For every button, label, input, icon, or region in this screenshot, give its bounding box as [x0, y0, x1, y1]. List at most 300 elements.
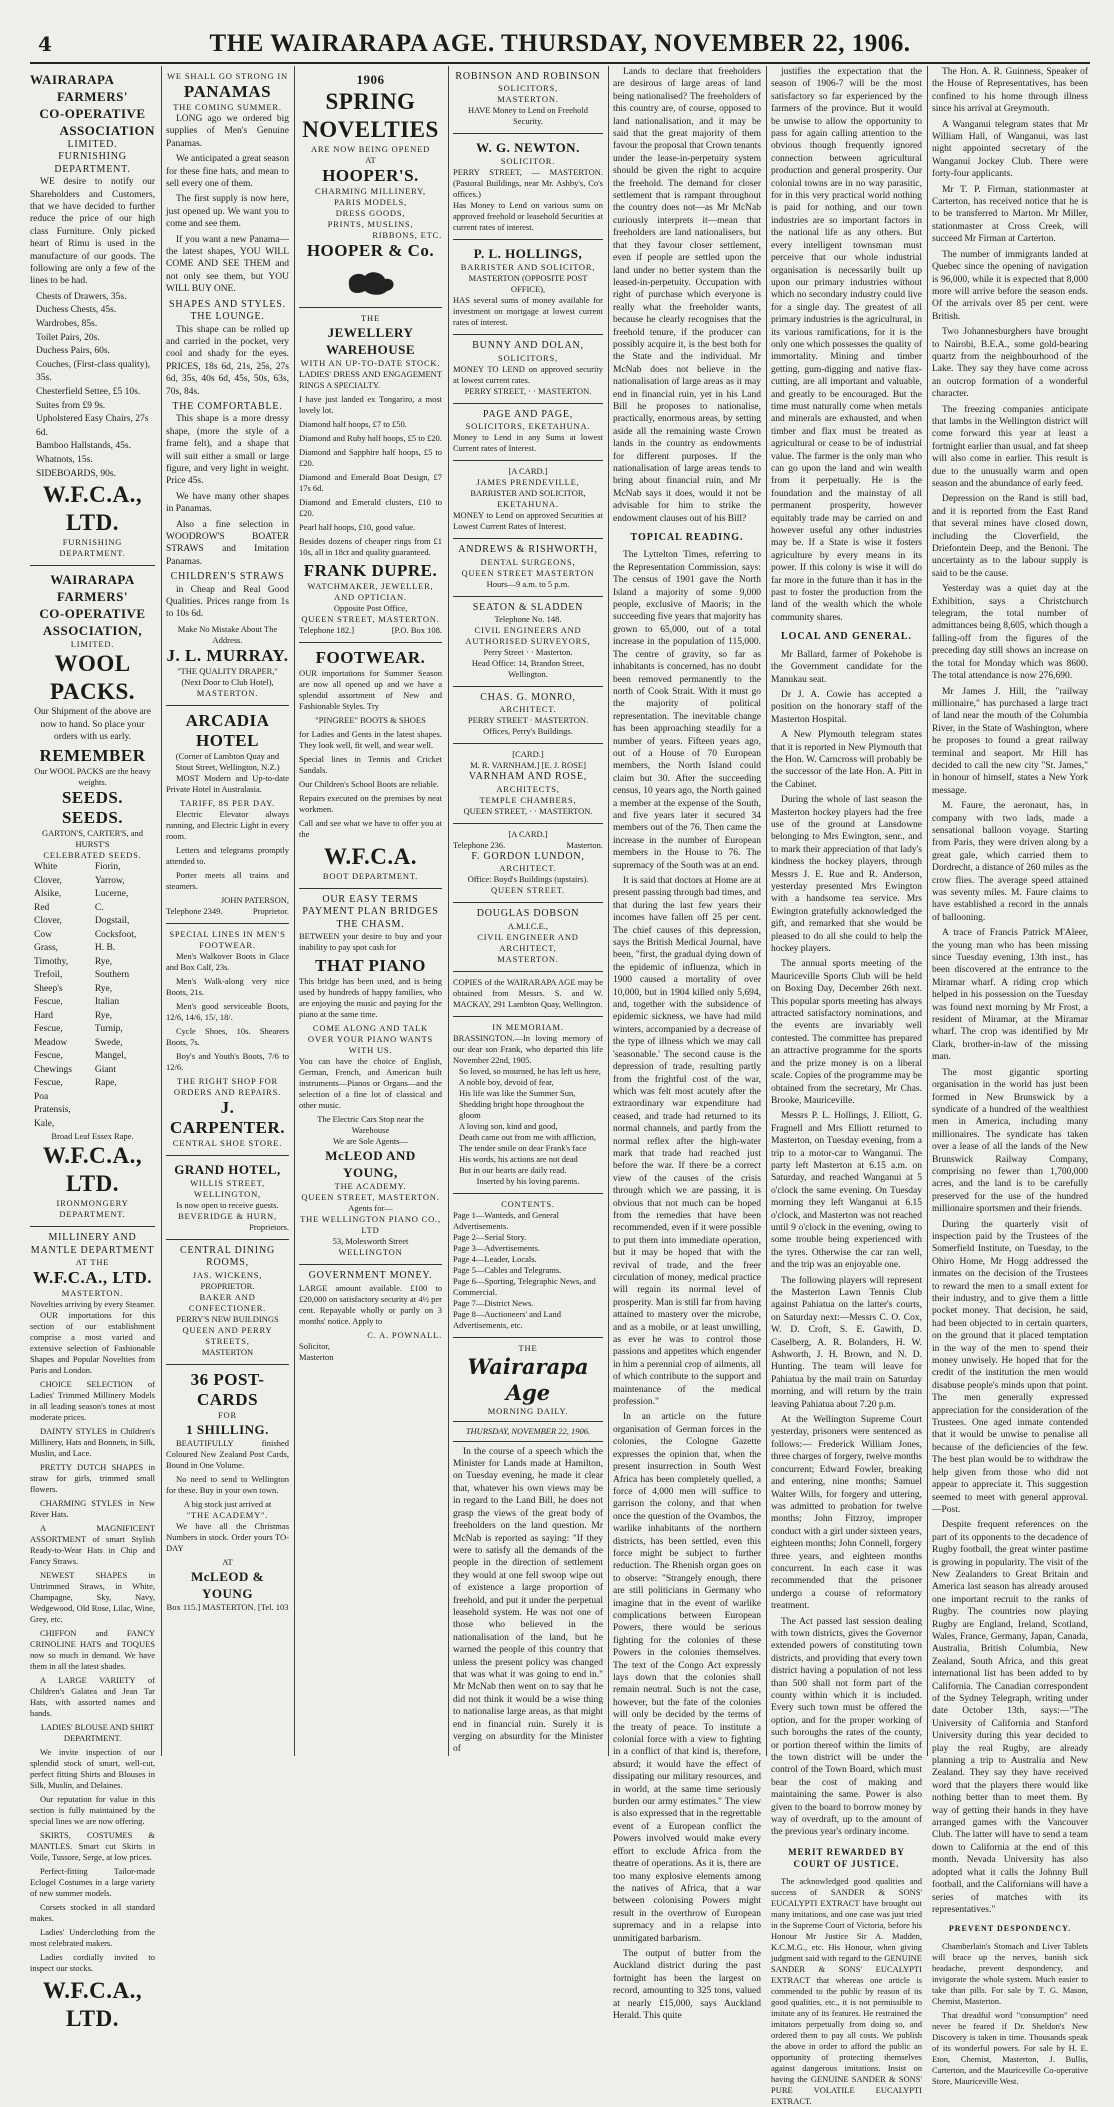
verse-line: A noble boy, devoid of fear,: [459, 1076, 554, 1087]
ad-text: Novelties arriving by every Steamer.: [30, 1299, 155, 1310]
ad-text: This shape can be rolled up and carried in the pocket, very cool and shady for the eyes. PRICES, 18s 6d, 21s, 25s, 27s 6d, 35s, 40s 6d, 45s, 50s, 63s, 70s, 84s.: [166, 324, 289, 397]
ad-text: "THE ACADEMY".: [186, 1509, 269, 1520]
list-item: RIBBONS, ETC.: [372, 230, 442, 240]
andrews-rishworth-ad: [453, 539, 603, 596]
article-paragraph: The annual sports meeting of the Mauriceville Sports Club will be held on Boxing Day, December 26th next. This popular sports meeting has always attracted satisfactory nominations, and the events are invariably well contested. The committee has prepared an attractive programme for the sports and the prize money is on a liberal scale. Copies of the programme may be obtained from the secretary, Mr Chas. Brooke, Mauriceville.: [771, 959, 922, 1106]
ad-subheading: JAS. WICKENS,: [192, 1269, 263, 1280]
list-item: Toilet Pairs, 20s.: [36, 332, 100, 343]
ad-heading: WAIRARAPA FARMERS': [50, 572, 135, 605]
ad-subheading: BARRISTER AND SOLICITOR,: [460, 262, 596, 273]
verse-line: The tender smile on dear Frank's face: [459, 1142, 587, 1153]
ad-subheading: FURNISHING DEPARTMENT.: [54, 151, 131, 175]
article-paragraph: Mr James J. Hill, the "railway millionaire," has purchased a large tract of land near the mouth of the Columbia River, in the State of Washington, where he proposes to found a great railway terminal and seaport. Mr Hill has decided to call the new city "St. James," in honour of himself, states a New York message.: [932, 686, 1088, 796]
article-paragraph: That dreadful word "consumption" need never be feared if Dr. Sheldon's New Discovery is taken in time. Thousands speak of its wonderful powers. For sale by H. E. Eton, Chemist, Masterton, J. Bullis, Carterton, and the Mauriceville Co-operative Store, Mauriceville West.: [932, 2009, 1088, 2086]
ad-subheading: SOLICITOR.: [500, 156, 556, 167]
contents: [453, 1194, 603, 1338]
spring-novelties-ad: [299, 66, 442, 308]
leader-article: [453, 1338, 603, 1765]
ad-title: J. CARPENTER.: [169, 1097, 286, 1137]
government-money-ad: [299, 1265, 442, 1368]
hollings-ad: [453, 240, 603, 335]
ad-heading: OUR EASY TERMS PAYMENT PLAN BRIDGES THE CHASM.: [302, 894, 439, 930]
article-paragraph: The freezing companies anticipate that lambs in the Wellington district will come forward this year at least a fortnight earlier than usual, and fat sheep will also come in earlier. This result is due to the unusually warm and open season and the abundance of early feed.: [932, 404, 1088, 489]
ad-title: REMEMBER: [39, 746, 146, 766]
ad-text: Head Office: 14, Brandon Street, Wellington.: [471, 658, 585, 680]
list-item: Timothy,: [34, 956, 69, 967]
ad-text: "THE QUALITY DRAPER,": [177, 665, 278, 676]
list-item: C. Dogstail,: [94, 902, 130, 927]
list-item: Turnip,: [94, 1024, 123, 1035]
ad-text: JOHN PATERSON,: [220, 894, 289, 905]
ad-title: JAMES PRENDEVILLE,: [476, 477, 580, 488]
copies-notice: [453, 972, 603, 1017]
article-paragraph: A Wanganui telegram states that Mr William Hall, of Wanganui, was last night appointed secretary of the Wanganui Jockey Club. There were forty-four applicants.: [932, 119, 1088, 180]
ad-text: Money to Lend in any Sums at lowest Current rates of Interest.: [453, 432, 603, 454]
masthead-small: THE: [518, 1342, 538, 1353]
list-item: Sheep's Fescue,: [34, 983, 63, 1008]
section-heading: TOPICAL READING.: [630, 532, 744, 544]
millinery-ad: [30, 1227, 155, 2039]
list-item: Giant Rape,: [94, 1064, 117, 1089]
article-paragraph: The Lyttelton Times, referring to the Representation Commission, says: The census of 1901 gave the North Island a majority of some 9,000 people, exclusive of Maoris; in the succeeding five years that majority has grown to 65,000, out of a total increase in the population of 115,000. The centre of gravity, so far as inhabitants is concerned, has no doubt been removed permanently to the north of Cook Strait. With it must go the majority of political representation. The inevitable change has been approaching steadily for a number of years. Fifteen years ago, out of a House of 70 European members, the North Island could claim but 30. After the succeeding census, 10 years ago, the North gained a member at the expense of the South, and five years later it secured 34 members out of the 76. Then came the increase in the number of European members in the House to 76. The supremacy of the South was at an end.: [613, 550, 761, 871]
ad-subheading: SOLICITORS,: [498, 352, 558, 363]
ad-text: HAS several sums of money available for investment on mortgage at lowest current rates of interest.: [453, 295, 603, 328]
ad-title: GOVERNMENT MONEY.: [308, 1270, 433, 1282]
ad-text: Diamond and Ruby half hoops, £5 to £20.: [299, 433, 442, 443]
ad-text: Call and see what we have to offer you at the: [299, 818, 442, 839]
jewellery-ad: [299, 308, 442, 643]
ad-text: Our reputation for value in this section is fully maintained by the special lines we are now offering.: [30, 1794, 155, 1827]
ad-subheading: 1 SHILLING.: [186, 1421, 269, 1437]
ad-text: Men's Walkover Boots in Glace and Box Calf, 23s.: [166, 950, 289, 972]
column-rule: [448, 66, 449, 1756]
ad-footer: W.F.C.A., LTD.: [42, 1978, 143, 2032]
article-paragraph: During the quarterly visit of inspection paid by the Trustees of the Somerfield Institute, on Tuesday, to the Ohiro Home, Mr Hogg addressed the inmates on the decision of the Trustees to reward the men to a small extent for their industry, and to give them a little pocket money. That decision, he said, had been objected to in certain quarters, on the ground that it placed temptation in the way of the men to spend their money unwisely. He hoped that for the credit of the institution the men would disabuse people's minds upon that point. The men generally expressed appreciation for the consideration of the Trustees. One aged inmate contended that it would be unwise to penalise all because of the deficiencies of the few. The best plan would be to withdraw the help given from those who did not appear to appreciate it. This suggestion seemed to meet with general approval.—Post.: [932, 1219, 1088, 1515]
wool-packs-ad: [30, 566, 155, 1227]
ad-heading: FARMERS': [57, 89, 128, 104]
ad-heading: CO-OPERATIVE: [39, 106, 146, 121]
ad-text: MASTERTON: [201, 1346, 254, 1357]
ad-text: MASTERTON.: [61, 1288, 124, 1299]
ad-text: AT: [365, 155, 376, 165]
article-paragraph: A trace of Francis Patrick M'Aleer, the young man who has been missing since Tuesday evening, 13th inst., has been discovered at the entrance to the Miramar wharf. A riding crop which helped in his possession on the Tuesday was found next morning by Mr Frost, a resident of Miramar, at the Miramar wharf. The crop was identified by Mr Clark, brother-in-law of the missing man.: [932, 928, 1088, 1063]
ad-text: MOST Modern and Up-to-date Private Hotel in Australasia.: [166, 772, 289, 794]
ad-text: If you want a new Panama—the latest shapes, YOU WILL COME AND SEE THEM and not only see them, but YOU WILL BUY ONE.: [166, 234, 289, 295]
ad-text: I have just landed ex Tongariro, a most lovely lot.: [299, 394, 442, 415]
list-item: Mangel,: [94, 1051, 127, 1062]
ad-title: THAT PIANO: [315, 956, 426, 976]
ad-title: HOOPER & Co.: [306, 241, 435, 260]
ad-footer: W.F.C.A., LTD.: [42, 1143, 143, 1197]
ad-text: Masterton: [299, 1351, 334, 1362]
ad-text: BETWEEN your desire to buy and your inability to pay spot cash for: [299, 931, 442, 953]
ad-text: This bridge has been used, and is being used by hundreds of happy families, who are enjoying the music and paying for the piano at the same time.: [299, 976, 442, 1020]
ad-title: SEEDS. SEEDS.: [61, 788, 124, 828]
ad-text: We have many other shapes in Panamas.: [166, 491, 289, 515]
ad-footer-row: [299, 625, 442, 636]
ad-title: JEWELLERY WAREHOUSE: [325, 325, 416, 357]
ad-title: P. L. HOLLINGS,: [473, 246, 583, 262]
ad-text: LARGE amount available. £100 to £20,000 on satisfactory security at 4½ per cent. Repayable wholly or partly on 3 months' notice. Apply to: [299, 1282, 442, 1326]
ad-text: Opposite Post Office,: [333, 603, 408, 613]
ad-subheading: THE LOUNGE.: [190, 311, 265, 323]
ad-text: LONG ago we ordered big supplies of Men's Genuine Panamas.: [166, 114, 289, 149]
verse-line: His life was like the Summer Sun,: [459, 1087, 576, 1098]
ad-text: MASTERTON.: [497, 953, 559, 964]
ad-text: Repairs executed on the premises by neat workmen.: [299, 793, 442, 814]
price-list: [30, 291, 155, 481]
ad-text: Our WOOL PACKS are the heavy weights.: [34, 766, 151, 788]
ad-text: QUEEN STREET, MASTERTON.: [301, 614, 440, 624]
list-item: Alsike,: [34, 889, 62, 900]
ad-text: Diamond and Sapphire half hoops, £5 to £20.: [299, 447, 442, 468]
newspaper-title: THE WAIRARAPA AGE. THURSDAY, NOVEMBER 22, 1906.: [209, 30, 911, 57]
ad-subheading: SHAPES AND STYLES.: [169, 298, 286, 310]
article-paragraph: The Hon. A. R. Guinness, Speaker of the House of Representatives, has been confined to his home through illness since his arrival at Greymouth.: [932, 67, 1088, 115]
ad-title: FRANK DUPRE.: [303, 561, 438, 580]
article-paragraph: The output of butter from the Auckland district during the past fortnight has been the largest on record, amounting to 325 tons, valued at nearly £15,000, says Auckland Herald. This quite: [613, 1948, 761, 2021]
ad-text: This shape is a more dressy shape, (more the style of a frame felt), and a shape that will suit either a small or large figure, and very light in weight. Price 45s.: [166, 414, 289, 487]
ad-text: PERRY STREET · MASTERTON.: [467, 715, 589, 726]
ad-text: Corsets stocked in all standard makes.: [30, 1902, 155, 1924]
notice-text: BRASSINGTON.—In loving memory of our dear son Frank, who departed this life November 22nd, 1905.: [453, 1032, 603, 1065]
paper-nameplate: Wairarapa Age: [467, 1353, 589, 1405]
arcadia-hotel-ad: [166, 706, 289, 924]
ad-text: (Corner of Lambton Quay and Stout Street, Wellington, N.Z.): [175, 750, 280, 772]
ad-text: THE ACADEMY.: [334, 1181, 407, 1192]
ad-text: The Electric Cars Stop near the Warehouse: [317, 1114, 424, 1136]
ad-text: No need to send to Wellington for these. Buy in your own town.: [166, 1473, 289, 1495]
list-item: Red Clover,: [34, 902, 62, 927]
list-item: Lucerne,: [94, 889, 129, 900]
ad-text: We anticipated a great season for these fine hats, and mean to sell every one of them.: [166, 154, 289, 190]
varnham-rose-ad: [453, 744, 603, 823]
ad-text: OUR importations for Summer Season are now all opened up and we have a splendid assortment of New and Fashionable Styles. Try: [299, 668, 442, 711]
list-item: CHARMING MILLINERY,: [315, 186, 426, 196]
ad-text: OUR importations for this section of our establishment comprise a most varied and extensive selection of Fashionable Shapes and Popular Novelties from Paris and London.: [30, 1310, 155, 1376]
article-paragraph: Despite frequent references on the part of its opponents to the decadence of Rugby football, the great winter pastime is growing in popularity. The visit of the New Zealanders to Great Britain and America last season has already aroused one important recruit to the ranks of Rugby. The countries now playing Rugby are England, Ireland, Scotland, Wales, France, Germany, Japan, Canada, Australia, British Columbia, New Zealand, South Africa, and this great international list has been added to by California. The Canadian correspondent of the Sydney Telegraph, writing under date October 13th, says:—"The University of California and Stanford University during this year decided to play the real Rugby, are already planning a trip to Australia and New Zealand. They say they have received word that the players there would like nothing better than to meet them. By way of getting their hands in they have arranged games with the Vancouver Club. The latter will have to send a team down to California at the end of this month. Nevada University has also adopted what it calls the Johnny Bull football, and the Californians will have a series of matches with its representatives.": [932, 1520, 1088, 1915]
list-item: Chewings Fescue,: [34, 1064, 72, 1089]
ad-text: (Next Door to Club Hotel),: [181, 676, 274, 687]
page-number: 4: [38, 32, 52, 56]
ad-title: VARNHAM AND ROSE,: [468, 771, 588, 783]
list-item: Page 4—Leader, Locals.: [453, 1253, 537, 1264]
list-item: Couches, (First-class quality), 35s.: [36, 359, 150, 384]
ad-subheading: WITH AN UP-TO-DATE STOCK.: [300, 358, 441, 368]
ad-title: 36 POST-CARDS: [190, 1369, 265, 1409]
ad-text: Letters and telegrams promptly attended to.: [166, 844, 289, 866]
list-item: Hard Fescue,: [34, 1010, 63, 1035]
ad-title: CENTRAL DINING ROOMS,: [180, 1244, 275, 1269]
ad-text: Men's Walk-along very nice Boots, 21s.: [166, 975, 289, 997]
ad-text: QUEEN STREET.: [491, 885, 565, 896]
ad-text: PERRY STREET, · · MASTERTON.: [464, 385, 592, 396]
central-dining-ad: [166, 1240, 289, 1365]
ad-text: WELLINGTON: [338, 1247, 403, 1258]
ad-text: Office: Boyd's Buildings (upstairs).: [467, 874, 589, 885]
ad-text: Proprietors.: [249, 1221, 289, 1232]
ad-title: W.F.C.A.: [323, 844, 418, 869]
ad-text: Hours—9 a.m. to 5 p.m.: [486, 578, 570, 589]
ad-subheading: SOLICITORS,: [498, 83, 558, 94]
ad-text: QUEEN STREET MASTERTON: [461, 567, 595, 578]
ad-text: Our Shipment of the above are now to hand. So place your orders with us early.: [34, 707, 151, 742]
ad-text: C. A. POWNALL.: [367, 1329, 442, 1340]
list-item: Page 8—Auctioneers' and Land Advertisements, etc.: [453, 1308, 561, 1330]
ad-text: Agents for—: [348, 1203, 393, 1214]
ad-text: Cycle Shoes, 10s. Shearers Boots, 7s.: [166, 1025, 289, 1047]
ad-title: ANDREWS & RISHWORTH,: [458, 544, 598, 556]
list-item: PRINTS, MUSLINS,: [327, 219, 414, 229]
ad-subheading: IRONMONGERY DEPARTMENT.: [56, 1198, 129, 1220]
article-paragraph: Mr Ballard, farmer of Pokehobe is the Government candidate for the Manukau seat.: [771, 649, 922, 685]
ad-text: [A CARD.]: [508, 466, 548, 477]
ad-title: McLEOD AND YOUNG,: [325, 1148, 416, 1181]
ad-text: Perfect-fitting Tailor-made Eclogel Costumes in a large variety of new summer models.: [30, 1866, 155, 1899]
list-item: Bamboo Hallstands, 45s.: [36, 441, 131, 452]
ad-text: LADIES' BLOUSE AND SHIRT DEPARTMENT.: [40, 1722, 155, 1744]
list-item: Page 7—District News.: [453, 1297, 534, 1308]
ad-text: SKIRTS, COSTUMES & MANTLES. Smart cut Skirts in Voile, Tussore, Serge, at low prices.: [30, 1830, 155, 1863]
list-item: White Clover,: [34, 862, 62, 886]
ad-text: Telephone No. 148.: [494, 614, 562, 625]
ad-text: Perry Street · · Masterton.: [483, 647, 573, 658]
ad-text: MONEY to Lend on approved Securities at Lowest Current Rates of Interest.: [453, 510, 603, 532]
ad-title: CHAS. G. MONRO,: [480, 692, 576, 704]
article-paragraph: A New Plymouth telegram states that it is reported in New Plymouth that the Hon. W. Carncross will probably be the successor of the late Hon. A. Pitt in the Cabinet.: [771, 730, 922, 790]
ad-text: A LARGE VARIETY of Children's Galatea and Jean Tar Hats, with assorted names and bands.: [30, 1675, 155, 1719]
article-paragraph: Messrs P. L. Hollings, J. Elliott, G. Fragnell and Mrs Elliott returned to Masterton, on Tuesday evening, from a trip to a motor-car to Wanganui. The party left Masterton at 6.15 a.m. on Saturday, and reached Wanganui at 5 o'clock the same evening. On Tuesday morning they left Wanganui at 6.15 o'clock, and Masterton was not reached until 9 o'clock in the evening, owing to some trouble being experienced with the tyres. Otherwise the car ran well, and the trip was an enjoyable one.: [771, 1111, 922, 1271]
ad-text: PERRY STREET, — MASTERTON. (Pastoral Buildings, near Mr. Ashby's, Co's offices.): [453, 167, 603, 200]
list-item: Page 2—Serial Story.: [453, 1231, 527, 1242]
list-item: Cocksfoot,: [94, 929, 137, 940]
ad-title: McLEOD & YOUNG: [191, 1568, 264, 1601]
ad-text: Solicitor,: [299, 1340, 331, 1351]
column-3: [299, 66, 442, 1756]
list-item: Poa Pratensis,: [34, 1091, 71, 1116]
wfca-footwear-ad: [299, 643, 442, 889]
ad-text: A MAGNIFICENT ASSORTMENT of smart Stylish Ready-to-Wear Hats in Chip and Fancy Straws.: [30, 1523, 155, 1567]
ad-subheading: WATCHMAKER, JEWELLER, AND OPTICIAN.: [307, 581, 434, 602]
ad-text: Men's good serviceable Boots, 12/6, 14/6, 15/, 18/.: [166, 1000, 289, 1022]
verse-line: Shedding bright hope throughout the gloom: [459, 1098, 585, 1120]
seed-list: [30, 861, 155, 1131]
ad-heading: WAIRARAPA: [30, 72, 115, 87]
ad-subheading: A.M.I.C.E.,: [507, 920, 549, 931]
ad-text: Diamond half hoops, £7 to £50.: [299, 419, 407, 429]
column-rule: [766, 66, 767, 1756]
masthead: [30, 28, 1090, 64]
list-item: Chesterfield Settee, £5 10s.: [36, 387, 141, 398]
article-paragraph: In the course of a speech which the Minister for Lands made at Hamilton, on Tuesday evening, he made it clear that, whatever his own views may be in regard to the Land Bill, he does not grasp the views of the great body of freeholders on the land question. Mr McNab is reported as saying: "If they were to satisfy all the demands of the people in the direction of settlement they would at one fell swoop wipe out of existence a large proportion of freehold, and put it under the perpetual leasehold system. He was not one of those who believed in the nationalisation of the land, but he warned the people of this country that unless the present policy was changed that was what it was going to end in." Mr McNab then went on to say that he did not think it would be a wise thing to nationalise large areas, as that might end in financial ruin. Surely it is verging on absurdity for the Minister of: [453, 1446, 603, 1755]
ad-title: ARCADIA HOTEL: [185, 710, 270, 750]
ad-title: PANAMAS: [183, 82, 272, 101]
ad-subheading: CELEBRATED SEEDS.: [43, 850, 142, 861]
ad-text: Has Money to Lend on various sums on approved freehold or leasehold Securities at current rates of interest.: [453, 200, 603, 233]
ad-text: CHOICE SELECTION of Ladies' Trimmed Millinery Models in all leading season's tones at most moderate prices.: [30, 1379, 155, 1423]
list-item: Wardrobes, 85s.: [36, 319, 98, 330]
ad-text: BEAUTIFULLY finished Coloured New Zealand Post Cards, Bound in One Volume.: [166, 1437, 289, 1470]
list-item: H. B. Rye,: [94, 943, 116, 967]
article-paragraph: The acknowledged good qualities and success of SANDER & SONS' EUCALYPTI EXTRACT have brought out many imitations, and one case was just tried in the Supreme Court of Victoria, before his Honour Mr Justice Sir A. Madden, K.C.M.G., etc. His Honour, when giving judgment said with regard to the GENUINE SANDER & SONS' EUCALYPTI EXTRACT that whereas one article is commended to the public by reason of its good qualities, etc., it is not permissible to imitate any of its features. He restrained the imitators perpetually from doing so, and ordered them to pay all costs. We publish the above in order to afford the public an opportunity of protecting themselves against dangerous imitations. Insist on having the GENUINE SANDER & SONS' PURE VOLATILE EUCALYPTI EXTRACT.: [771, 1875, 922, 2106]
ad-text: for Ladies and Gents in the latest shapes. They look well, fit well, and wear well.: [299, 729, 442, 750]
column-6: [771, 66, 922, 2106]
ad-text: BAKER AND CONFECTIONER.: [188, 1291, 267, 1313]
ad-text: Besides dozens of cheaper rings from £1 10s, all in 18ct and quality guaranteed.: [299, 536, 442, 557]
ad-text: We have all the Christmas Numbers in stock. Order yours TO-DAY: [166, 1520, 289, 1553]
list-item: SIDEBOARDS, 90s.: [36, 468, 116, 479]
ad-text: A big stock just arrived at: [183, 1498, 272, 1509]
ad-title: HOOPER'S.: [322, 166, 419, 185]
ad-text: 53, Molesworth Street: [332, 1236, 409, 1247]
article-paragraph: justifies the expectation that the season of 1906-7 will be the most satisfactory so far experienced by the farmers of the province. But it would be unwise to allow the opportunity to pass for again calling attention to the obvious though frequently ignored connection between agricultural production and general prosperity. Our colonial towns are in no way parasitic, for in this very practical world nothing is paid for nothing, and our town industries are so important factors in the national life as any others. But every intelligent townsman must perceive that our whole industrial organisation is necessarily built up upon our primary industries without which no secondary industry could live for a single day. The greatest of all primary industries is the agricultural, in its various ramifications, for it is the only one which possesses the quality of immortality. Mining and timber getting, gum-digging and native flax-cutting, are all important and valuable, and greatly to be encouraged. But the time must naturally come when metals and minerals are exhausted, and when timber and flax must be treated as agricultural or cease to be of industrial value. The farmer is the only man who can go upon the land and win wealth from it perpetually. He is the foundation and the mainstay of all permanent prosperity, however equitably trade may be carried on and however useful any other industries may be. If a State is wise it fosters agriculture by every means in its power. If this colony is wise it will do far more in the future than it has in the past to foster the production from the land of the wealth which the whole community shares.: [771, 67, 922, 623]
list-item: Trefoil,: [34, 970, 63, 981]
article-paragraph: Lands to declare that freeholders are desirous of large areas of land being nationalised? The freeholders of this country are, of course, opposed to land nationalisation, and it may be said that the great majority of them favour the proposal that Crown tenants under the lease-in-perpetuity system should be given the right to acquire the freehold. The demand for closer settlement that is rampant throughout the country does not—as Mr McNab curiously interprets it—mean that freeholders are land nationalisers, but that they favour closer settlement, even if people are settled upon the land under no better system than the leased-in-perpetuity. Occupation with right of purchase which everyone is really what the freeholder wants, because he clearly recognises that the freehold tenure, if the producer can possibly acquire it, is the best both for the State and the individual. Mr McNab does not believe in the nationalisation of large areas as it may end in financial ruin, yet in his Land Bill he proposes to nationalise, practically, enormous areas, by setting aside all the remaining waste Crown lands in the country as endowments for different purposes. If the nationalisation of large areas tends to bring about financial ruin, and Mr McNab says it does, would it not be advisable for him to strike the endowment clauses out of his Bill?: [613, 67, 762, 524]
ad-heading: CO-OPERATIVE ASSOCIATION,: [39, 606, 146, 639]
bunny-dolan-ad: [453, 335, 603, 403]
ad-text: Boy's and Youth's Boots, 7/6 to 12/6.: [166, 1050, 289, 1072]
ad-title: PAGE AND PAGE,: [482, 408, 574, 420]
article-paragraph: Mr T. P. Firman, stationmaster at Carterton, has received notice that he is to be transferred to Marton. Mr Miller, stationmaster at Cross Creek, will succeed Mr Firman at Carterton.: [932, 184, 1088, 245]
ad-text: Make No Mistake About The Address.: [177, 623, 278, 645]
ad-subheading: CHILDREN'S STRAWS: [170, 571, 285, 583]
ad-text: HAVE Money to Lend on Freehold Security.: [467, 105, 588, 127]
ad-text: PROPRIETOR.: [200, 1280, 255, 1291]
ad-text: Broad Leaf Essex Rape.: [51, 1131, 134, 1142]
ad-title: BUNNY AND DOLAN,: [472, 340, 584, 352]
ad-subheading: SOLICITORS, EKETAHUNA.: [465, 421, 591, 432]
lundon-ad: [453, 824, 603, 903]
section-heading: CONTENTS.: [501, 1198, 555, 1209]
ad-subheading: THE COMFORTABLE.: [172, 400, 283, 412]
ad-text: Also a fine selection in WOODROW'S BOATER STRAWS and Imitation Panamas.: [166, 519, 289, 567]
list-item: Cow Grass,: [34, 929, 59, 954]
ad-text: Ladies' Underclothing from the most celebrated makers.: [30, 1927, 155, 1949]
ad-subheading: BARRISTER AND SOLICITOR,: [470, 488, 586, 499]
ad-subheading: FURNISHING DEPARTMENT.: [59, 537, 126, 559]
ad-title: ROBINSON AND ROBINSON: [455, 71, 601, 82]
ad-text: "PINGREE" BOOTS & SHOES: [315, 715, 426, 725]
ad-text: Our Children's School Boots are reliable.: [299, 779, 439, 789]
ad-text: WE desire to notify our Shareholders and Customers, that we have decided to further reduce the price of our high class Furniture. Only picked heart of Rimu is used in the manufacture of our goods. The following are only a few of the lines to be had.: [30, 177, 155, 287]
list-item: Page 3—Advertisements.: [453, 1242, 540, 1253]
article-paragraph: Depression on the Rand is still bad, and it is reported from the East Rand that several mines have closed down, including the Cloverfield, the Driefontein Deep, and the Benoni. The uncertainty as to the labour supply is said to be the cause.: [932, 494, 1088, 579]
article-paragraph: It is said that doctors at Home are at present passing through bad times, and that during the last few years their incomes have fallen off 25 per cent. The chief causes of this depression, says the British Medical Journal, have been, "first, the gradual dying down of the epidemic of influenza, which in 1900 caused a mortality of over 10,000, but in 1904 killed only 5,694, and, together with the subsidence of epidemic sickness, we have had mild winters, accompanied by a decrease of the type of illness which we may call 'seasonable.' The second cause is the depression of trade, resulting partly from the frightful cost of the war, which was felt most acutely after the extraordinary war expenditure had ceased, and trade had returned to its normal channels, and partly from the normal reflex after the high-water mark that trade had reached just before the war. If there be a correct view of the causes of the crisis through which we are passing, it is obvious that not much can be hoped from the remedies that have been recommended, even if it were possible to put them into immediate operation, but it may be hoped that with the revival of trade, and the freer circulation of money, medical practice will regain its normal level of prosperity. Man is still far from having attained to mastery over the microbe, and as a mobile, or at least unwilling, as ever he was to control those passions and appetites which engender in him a perennial crop of ailments, all of which contribute to the support and maintenance of the medical profession.": [613, 876, 761, 1408]
ad-text: [CARD.]: [512, 749, 544, 760]
ad-text: The first supply is now here, just opened up. We want you to come and see them.: [166, 194, 289, 230]
list-item: Suites from £9 9s.: [36, 400, 106, 411]
ad-title: SPRING: [325, 89, 416, 114]
ad-text: Masterton.: [566, 839, 603, 850]
ad-subheading: THE RIGHT SHOP FOR ORDERS AND REPAIRS.: [173, 1075, 282, 1097]
ad-text: MASTERTON.: [497, 94, 559, 105]
ad-text: FOR: [218, 1409, 237, 1420]
ad-text: TEMPLE CHAMBERS,: [479, 794, 577, 805]
section-heading: LOCAL AND GENERAL.: [780, 631, 913, 643]
ad-text: Diamond and Emerald Boat Design, £7 17s 6d.: [299, 472, 442, 493]
ad-text: Pearl half hoops, £10, good value.: [299, 522, 416, 532]
list-item: Fiorin,: [94, 862, 121, 873]
panamas-ad: [166, 66, 289, 706]
ad-text: Is now open to receive guests.: [176, 1199, 279, 1210]
list-item: Page 5—Cables and Telegrams.: [453, 1264, 562, 1275]
article-paragraph: The Act passed last session dealing with town districts, gives the Governor extended powers of constituting town districts, and providing that every town district having a population of not less than 500 shall not form part of the county within which it is included. Every such town must be offered the option, and for the proper working of such boroughs the rates of the county, or portion thereof within the limits of the town district will be under the control of the Town Board, which must bear the cost of making and maintaining the same. Power is also given to the board to borrow money by way of overdraft, up to the amount of the previous year's ordinary income.: [771, 1616, 922, 1838]
column-1: [30, 66, 155, 2032]
ad-subheading: ARCHITECTS,: [496, 783, 560, 794]
ad-subheading: LIMITED.: [67, 139, 118, 150]
article-paragraph: The most gigantic sporting organisation in the world has just been formed in New Brunswick by a syndicate of a hundred of the wealthiest men in America, including many millionaires. The syndicate has taken over a lease of all the lands of the New Brunswick Railway Company, comprising no fewer than 1,700,000 acres, and the land is to be carefully preserved for the use of the hundred millionaire sportsmen and their friends.: [932, 1067, 1088, 1215]
ad-text: Telephone 182.]: [299, 625, 355, 635]
ad-subheading: TARIFF, 8S PER DAY.: [180, 797, 275, 808]
article-paragraph: Dr J. A. Cowie has accepted a position on the honorary staff of the Masterton Hospital.: [771, 689, 922, 725]
ad-title: NOVELTIES: [302, 117, 439, 142]
piano-ad: [299, 889, 442, 1265]
ink-blot-image: [341, 267, 401, 297]
list-item: Yarrow,: [94, 875, 125, 886]
list-item: Meadow Fescue,: [34, 1037, 68, 1062]
article-paragraph: At the Wellington Supreme Court yesterday, prisoners were sentenced as follows:— Frederick William Jones, three charges of forgery, twelve months concurrent; Edward Fowler, breaking and entering, nine months; Samuel Walter Wills, for forgery and uttering, was admitted to probation for twelve months; John Fitzroy, improper conduct with a girl under sixteen years, eighteen months; John Connell, forgery three years, and eighteen months concurrent. In each case it was recommended that the prisoner undergo a course of reformatory treatment.: [771, 1415, 922, 1612]
ad-text: Porter meets all trains and steamers.: [166, 869, 289, 891]
dobson-ad: [453, 903, 603, 971]
list-item: Duchess Pairs, 60s.: [36, 346, 110, 357]
list-item: Italian Rye,: [94, 997, 120, 1021]
column-rule: [927, 66, 928, 1756]
ad-text: MASTERTON (OPPOSITE POST OFFICE),: [468, 273, 588, 295]
ad-title: SEATON & SLADDEN: [472, 601, 584, 613]
ad-text: [P.O. Box 108.: [391, 625, 442, 635]
list-item: Southern Rye,: [94, 970, 130, 994]
verse-line: But in our hearts are daily read.: [459, 1164, 567, 1175]
ad-heading: SPECIAL LINES IN MEN'S FOOTWEAR.: [169, 928, 286, 950]
ad-text: GARTON'S, CARTER'S, and HURST'S: [41, 828, 144, 850]
ad-subheading: BOOT DEPARTMENT.: [322, 871, 419, 881]
ad-subheading: MORNING DAILY.: [487, 1405, 569, 1416]
ad-heading: WE SHALL GO STRONG IN: [167, 71, 288, 81]
ad-text: M. R. VARNHAM.] [E. J. ROSE]: [470, 760, 586, 771]
ad-row: [453, 840, 603, 851]
ad-footer: W.F.C.A., LTD.: [42, 482, 143, 536]
verse-line: A loving son, kind and good,: [459, 1120, 558, 1131]
carpenter-footwear-ad: [166, 924, 289, 1156]
ad-text: [A CARD.]: [508, 828, 548, 839]
postcards-ad: [166, 1365, 289, 1619]
robinson-ad: [453, 66, 603, 134]
column-7: [932, 66, 1088, 2086]
ad-text: MONEY TO LEND on approved security at lowest current rates.: [453, 363, 603, 385]
list-item: Page 6—Sporting, Telegraphic News, and Commercial.: [453, 1275, 596, 1297]
ad-title: FOOTWEAR.: [315, 648, 426, 667]
list-item: Duchess Chests, 45s.: [36, 305, 117, 316]
ad-footer-row: [166, 906, 289, 917]
article-date: THURSDAY, NOVEMBER 22, 1906.: [465, 1425, 591, 1436]
section-heading: MERIT REWARDED BY COURT OF JUSTICE.: [788, 1846, 905, 1870]
list-item: Swede,: [94, 1037, 123, 1048]
ad-title: W. G. NEWTON.: [476, 140, 580, 156]
ad-text: LADIES' DRESS AND ENGAGEMENT RINGS A SPECIALTY.: [299, 369, 442, 390]
ad-subheading: WILLIS STREET, WELLINGTON,: [190, 1177, 265, 1199]
ad-text: QUEEN STREET, MASTERTON.: [301, 1192, 440, 1203]
article-paragraph: The number of immigrants landed at Quebec since the opening of navigation is 96,000, while it is expected that 8,000 more will arrive before the season ends. Of the arrivals over 85 per cent. were British.: [932, 249, 1088, 322]
ad-text: DAINTY STYLES in Children's Millinery, Hats and Bonnets, in Silk, Muslin, and Lace.: [30, 1426, 155, 1459]
page-and-page-ad: [453, 404, 603, 461]
ad-title: F. GORDON LUNDON,: [471, 850, 585, 862]
ad-subheading: CENTRAL SHOE STORE.: [172, 1137, 283, 1148]
article-paragraph: Two Johannesburghers have brought to Nairobi, B.E.A., some gold-bearing quartz from the neighbourhood of the Lake. They say they have come across an outcrop formation of a wonderful character.: [932, 327, 1088, 400]
column-2: [166, 66, 289, 1756]
prendeville-ad: [453, 461, 603, 539]
ad-title: GRAND HOTEL,: [174, 1161, 281, 1177]
ad-title: W.F.C.A., LTD.: [33, 1268, 152, 1288]
